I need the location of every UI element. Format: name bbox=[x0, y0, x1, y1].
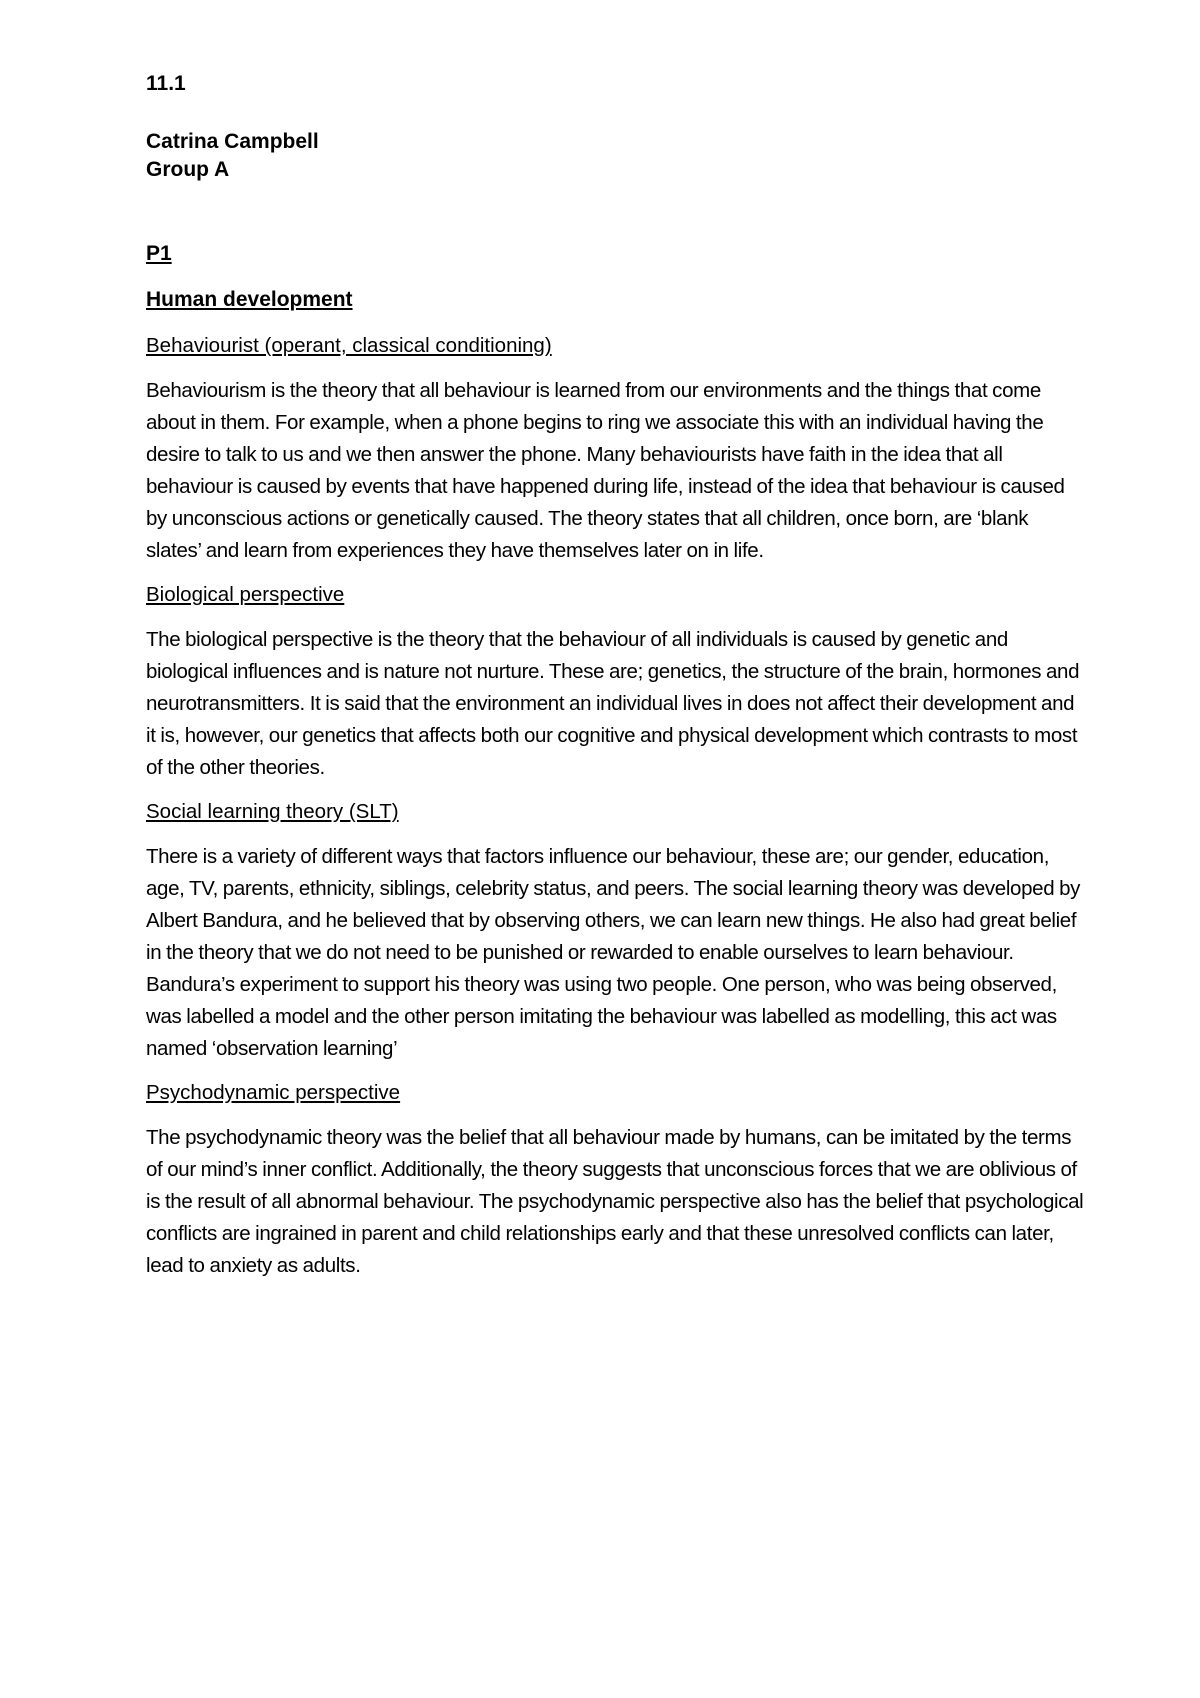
section-body: Behaviourism is the theory that all behaviour is learned from our environments and the things that come about in them. For example, when a phone begins to ring we associate this with an individual having the desire to talk to us and we then answer the phone. Many behaviourists have faith in the idea that all behaviour is caused by events that have happened during life, instead of the idea that behaviour is caused by unconscious actions or genetically caused. The theory states that all children, once born, are ‘blank slates’ and learn from experiences they have themselves later on in life. bbox=[146, 379, 1065, 562]
group-label: Group A bbox=[146, 158, 230, 181]
section-body: The psychodynamic theory was the belief that all behaviour made by humans, can be imitated by the terms of our mind’s inner conflict. Additionally, the theory suggests that unconscious forces that we are oblivious of is the result of all abnormal behaviour. The psychodynamic perspective also has the belief that psychological conflicts are ingrained in parent and child relationships early and that these unresolved conflicts can later, lead to anxiety as adults. bbox=[146, 1126, 1084, 1277]
section-body: The biological perspective is the theory that the behaviour of all individuals is caused by genetic and biological influences and is nature not nurture. These are; genetics, the structure of the brain, hormones and neurotransmitters. It is said that the environment an individual lives in does not affect their development and it is, however, our genetics that affects both our cognitive and physical development which contrasts to most of the other theories. bbox=[146, 628, 1080, 779]
section-heading: Psychodynamic perspective bbox=[146, 1081, 401, 1104]
document-number: 11.1 bbox=[146, 72, 186, 95]
section-social-learning bbox=[146, 798, 1086, 1065]
section-behaviourist bbox=[146, 332, 1086, 567]
author-name: Catrina Campbell bbox=[146, 130, 319, 153]
section-biological bbox=[146, 581, 1086, 784]
main-heading: Human development bbox=[146, 288, 353, 311]
section-heading: Social learning theory (SLT) bbox=[146, 800, 399, 823]
section-heading: Biological perspective bbox=[146, 583, 345, 606]
section-psychodynamic bbox=[146, 1079, 1086, 1282]
section-body: There is a variety of different ways that factors influence our behaviour, these are; our gender, education, age, TV, parents, ethnicity, siblings, celebrity status, and peers. The social learning theory was developed by Albert Bandura, and he believed that by observing others, we can learn new things. He also had great belief in the theory that we do not need to be punished or rewarded to enable ourselves to learn behaviour. Bandura’s experiment to support his theory was using two people. One person, who was being observed, was labelled a model and the other person imitating the behaviour was labelled as modelling, this act was named ‘observation learning’ bbox=[146, 845, 1081, 1060]
section-heading: Behaviourist (operant, classical conditioning) bbox=[146, 334, 552, 357]
document-content bbox=[146, 70, 1086, 1296]
part-label: P1 bbox=[146, 242, 172, 265]
